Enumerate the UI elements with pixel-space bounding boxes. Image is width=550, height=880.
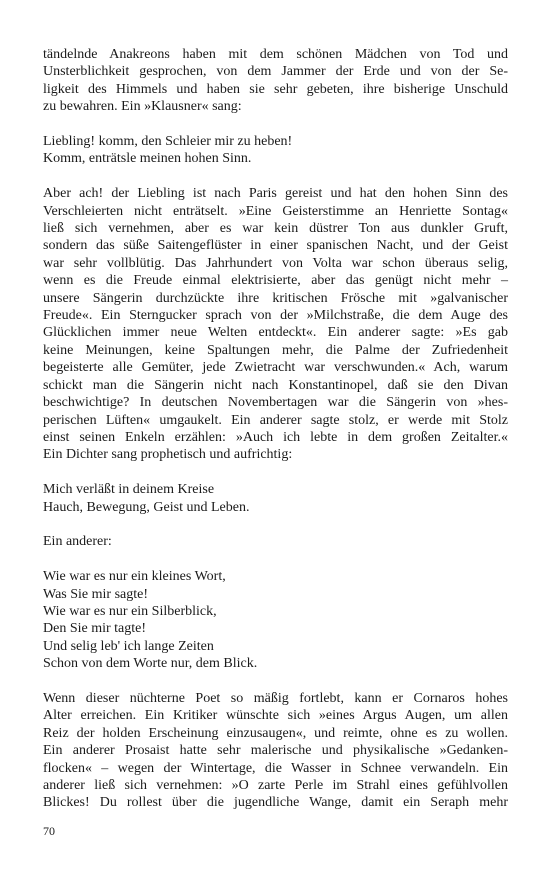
text-line: Reiz der holden Erscheinung einzusaugen«, und reimte, ohne es zu wollen. [43,725,508,741]
text-line: anderer ließ sich vernehmen: »O zarte Perle im Strahl eines gefühlvollen [43,777,508,793]
text-line: ligkeit des Himmels und haben sie sehr gebeten, ihre bisherige Unschuld [43,81,508,97]
verse-line: Was Sie mir sagte! [43,586,149,602]
text-line: Blickes! Du rollest über die jugendliche Wange, damit ein Seraph mehr [43,795,508,811]
text-line: wenn es die Freude einmal elektrisierte, aber das genügt nicht mehr – [43,273,508,289]
text-line: flocken« – wegen der Wintertage, die Wasser in Schnee verwandeln. Ein [43,760,508,776]
text-line: einst seinen Enkeln erzählen: »Auch ich lebte in dem großen Zeitalter.« [43,429,508,445]
text-line: sondern das süße Saitengeflüster in einer spanischen Nacht, und der Geist [43,238,508,254]
text-line: tändelnde Anakreons haben mit dem schönen Mädchen von Tod und [43,47,508,62]
verse-line: Schon von dem Worte nur, dem Blick. [43,656,258,672]
verse-line: Wie war es nur ein kleines Wort, [43,569,226,585]
verse-line: Wie war es nur ein Silberblick, [43,603,217,619]
verse-line: Hauch, Bewegung, Geist und Leben. [43,499,250,515]
text-line: Alter erreichen. Ein Kritiker wünschte sich »eines Argus Augen, um allen [43,708,508,724]
text-line: zu bewahren. Ein »Klausner« sang: [43,99,242,115]
verse-line: Liebling! komm, den Schleier mir zu heben! [43,134,293,150]
verse-line: Komm, enträtsle meinen hohen Sinn. [43,151,252,167]
paragraph-3: Ein anderer: [43,534,112,550]
verse-line: Mich verläßt in deinem Kreise [43,482,215,498]
verse-line: Den Sie mir tagte! [43,621,147,637]
text-line: keine Meinungen, keine Spaltungen mehr, die Palme der Zufriedenheit [43,342,508,358]
text-line: begeisterte alle Gemüter, jede Zwietracht war verschwunden.« Ach, warum [43,360,508,376]
paragraph-2 [43,185,508,464]
text-line: beschwichtige? In deutschen Novembertagen war die Sängerin von »hes- [43,395,508,411]
text-line: ließ sich vernehmen, aber es war kein düstrer Ton aus dunkler Gruft, [43,221,508,237]
text-line: Glücklichen immer neue Welten entdeckt«. Ein anderer sagte: »Es gab [43,325,508,341]
verse-3 [43,568,508,672]
text-line: Ein Dichter sang prophetisch und aufrichtig: [43,447,293,463]
text-line: schickt man die Sängerin nicht nach Konstantinopel, daß sie den Divan [43,377,508,393]
text-line: war sehr vollblütig. Das Jahrhundert von Volta war schon überaus selig, [43,255,508,271]
text-line: Ein anderer Prosaist hatte sehr malerische und physikalische »Gedanken- [43,743,508,759]
verse-line: Und selig leb' ich lange Zeiten [43,638,214,654]
text-line: Verschleierten nicht enträtselt. »Eine Geisterstimme an Henriette Sontag« [43,203,508,219]
paragraph-4 [43,690,508,812]
page-number: 70 [43,824,55,838]
text-line: Aber ach! der Liebling ist nach Paris gereist und hat den hohen Sinn des [43,186,508,202]
paragraph-1 [43,46,508,116]
text-line: Unsterblichkeit gesprochen, von dem Jammer der Erde und von der Se- [43,64,508,80]
text-line: Freude«. Ein Sterngucker sprach von der »Milchstraße, die dem Auge des [43,308,508,324]
page-body [43,46,508,812]
verse-2 [43,481,508,516]
text-line: unsere Sängerin durchzückte ihre kritischen Frösche mit »galvanischer [43,290,508,306]
verse-1 [43,133,508,168]
text-line: perischen Lüften« umgaukelt. Ein anderer sagte stolz, er werde mit Stolz [43,412,508,428]
text-line: Wenn dieser nüchterne Poet so mäßig fortlebt, kann er Cornaros hohes [43,690,508,706]
